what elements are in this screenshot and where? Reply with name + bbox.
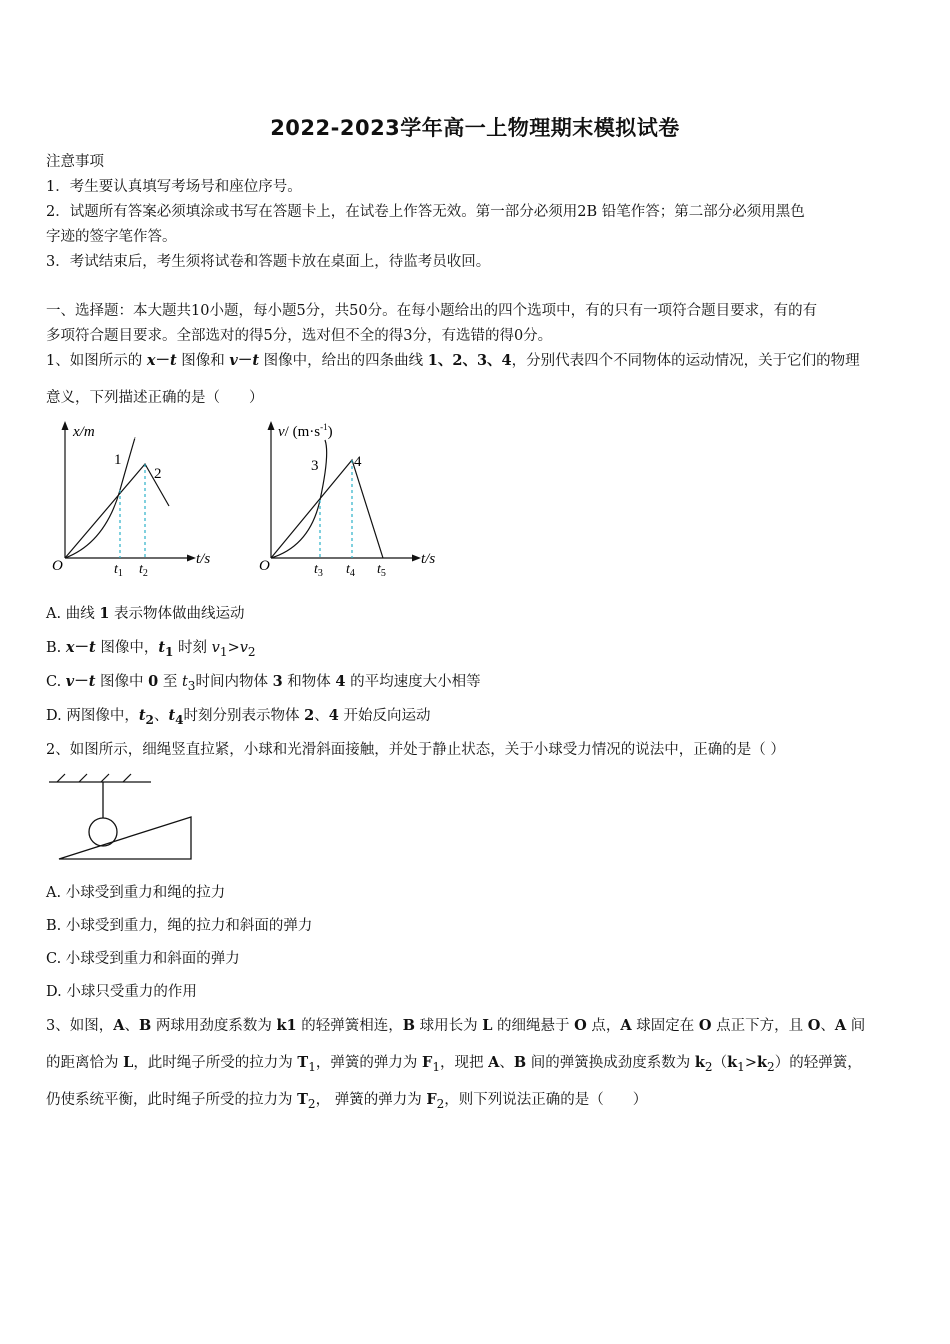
q1-fig1-ylabel: x/m bbox=[73, 424, 95, 440]
q1-fig2-t4: $t_4$ bbox=[346, 562, 355, 578]
q1-figure-x-t-graph bbox=[45, 418, 225, 578]
q2-figure-ball-on-incline bbox=[45, 772, 200, 864]
q1-fig1-t2: $t_2$ bbox=[139, 562, 148, 578]
q1-stem-cont: 意义，下列描述正确的是（ ） bbox=[46, 390, 264, 406]
section1-instructions-cont: 多项符合题目要求。全部选对的得5分，选对但不全的得3分，有选错的得0分。 bbox=[46, 328, 553, 344]
q1-fig1-t1: $t_1$ bbox=[114, 562, 123, 578]
q3-stem-line1: 3、如图，A、B 两球用劲度系数为 k1 的轻弹簧相连，B 球用长为 L 的细绳悬于 O 点，A 球固定在 O 点正下方，且 O、A 间 bbox=[46, 1017, 866, 1034]
q1-option-c: C. v－t 图像中 0 至 $t_3$时间内物体 3 和物体 4 的平均速度大小相等 bbox=[46, 673, 481, 693]
notice-heading: 注意事项 bbox=[46, 154, 104, 170]
notice-item-2-cont: 字迹的签字笔作答。 bbox=[46, 229, 177, 245]
q1-fig2-t3: $t_3$ bbox=[314, 562, 323, 578]
q1-figure-v-t-graph bbox=[255, 418, 455, 578]
q2-option-b: B. 小球受到重力，绳的拉力和斜面的弹力 bbox=[46, 918, 313, 934]
page-title: 2022-2023学年高一上物理期末模拟试卷 bbox=[270, 116, 680, 140]
q2-option-d: D. 小球只受重力的作用 bbox=[46, 984, 197, 1000]
q1-fig2-t5: $t_5$ bbox=[377, 562, 386, 578]
q1-fig2-origin: O bbox=[259, 558, 270, 574]
q1-fig2-xlabel: t/s bbox=[421, 551, 436, 567]
section1-instructions: 一、选择题：本大题共10小题，每小题5分，共50分。在每小题给出的四个选项中，有的只有一项符合题目要求，有的有 bbox=[46, 303, 818, 319]
q1-option-a: A. 曲线 1 表示物体做曲线运动 bbox=[46, 605, 245, 622]
q2-option-c: C. 小球受到重力和斜面的弹力 bbox=[46, 951, 240, 967]
q2-option-a: A. 小球受到重力和绳的拉力 bbox=[46, 885, 226, 901]
q1-fig2-curve3: 3 bbox=[311, 458, 319, 474]
q3-stem-line3: 仍使系统平衡，此时绳子所受的拉力为 $T_2$， 弹簧的弹力为 $F_2$，则下列说法正确的是（ ） bbox=[46, 1091, 648, 1111]
q1-option-b: B. x－t 图像中，$t_1$ 时刻 $v_1>v_2$ bbox=[46, 639, 256, 659]
q2-stem: 2、如图所示，细绳竖直拉紧，小球和光滑斜面接触，并处于静止状态，关于小球受力情况的说法中，正确的是（ ） bbox=[46, 742, 785, 758]
notice-item-2: 2．试题所有答案必须填涂或书写在答题卡上，在试卷上作答无效。第一部分必须用2B 铅笔作答；第二部分必须用黑色 bbox=[46, 204, 805, 220]
q1-fig1-origin: O bbox=[52, 558, 63, 574]
notice-item-3: 3．考试结束后，考生须将试卷和答题卡放在桌面上，待监考员收回。 bbox=[46, 254, 491, 270]
q3-stem-line2: 的距离恰为 L，此时绳子所受的拉力为 $T_1$，弹簧的弹力为 $F_1$，现把 A、B 间的弹簧换成劲度系数为 $k_2(k_1>k_2)$的轻弹簧， bbox=[46, 1054, 862, 1074]
q1-option-d: D. 两图像中，$t_2$、$t_4$时刻分别表示物体 2、4 开始反向运动 bbox=[46, 707, 431, 727]
q1-fig1-curve2: 2 bbox=[154, 466, 162, 482]
notice-item-1: 1．考生要认真填写考场号和座位序号。 bbox=[46, 179, 302, 195]
q1-stem: 1、如图所示的 x－t 图像和 v－t 图像中，给出的四条曲线 1、2、3、4，分别代表四个不同物体的运动情况，关于它们的物理 bbox=[46, 352, 860, 369]
q1-fig1-xlabel: t/s bbox=[196, 551, 211, 567]
q1-fig2-ylabel: v/ $(m\cdot s^{-1})$ bbox=[278, 422, 333, 440]
q1-fig2-curve4: 4 bbox=[354, 454, 362, 470]
q1-fig1-curve1: 1 bbox=[114, 452, 122, 468]
